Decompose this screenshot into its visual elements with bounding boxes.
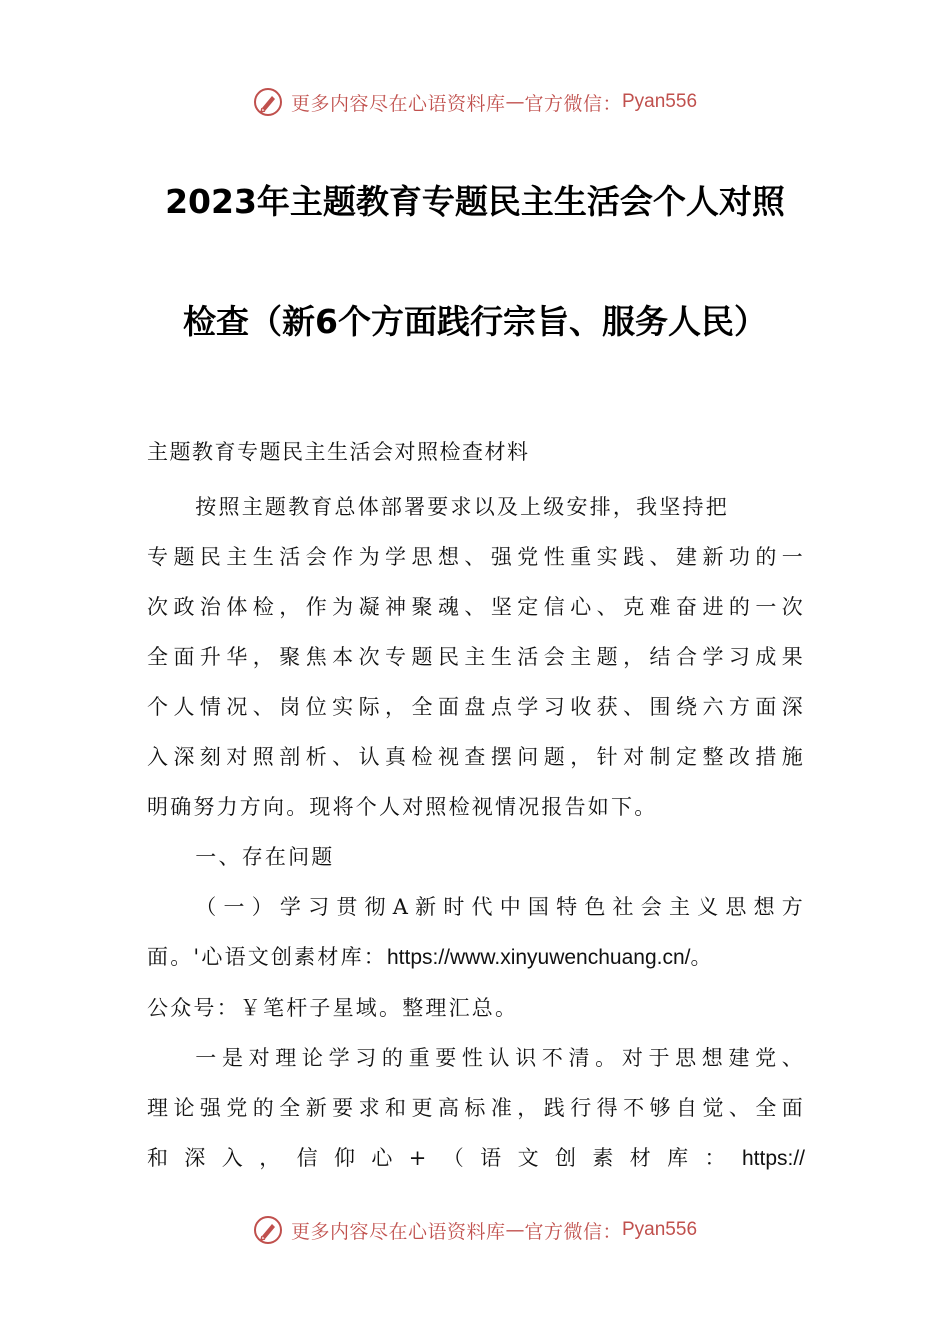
banner-separator: — xyxy=(505,1219,525,1241)
subsection-heading-1: （一）学习贯彻A新时代中国特色社会主义思想方 xyxy=(195,895,805,919)
source-note-line xyxy=(147,932,805,983)
paragraph-line: 明确努力方向。现将个人对照检视情况报告如下。 xyxy=(147,795,658,819)
paragraph-line: 个人情况、岗位实际，全面盘点学习收获、围绕六方面深 xyxy=(147,695,805,719)
source-url-link[interactable]: https://www.xinyuwenchuang.cn/ xyxy=(386,946,691,969)
paragraph-line: 专题民主生活会作为学思想、强党性重实践、建新功的一 xyxy=(147,545,805,569)
pen-logo-icon xyxy=(253,1215,283,1245)
document-subtitle: 主题教育专题民主生活会对照检查材料 xyxy=(147,440,530,464)
section-heading-problems: 一、存在问题 xyxy=(195,845,335,869)
paragraph-line: 次政治体检，作为凝神聚魂、坚定信心、克难奋进的一次 xyxy=(147,595,805,619)
public-account-line: 公众号：￥笔杆子星域。整理汇总。 xyxy=(147,996,519,1020)
paragraph-line-with-url xyxy=(147,1133,805,1184)
document-title-line2: 检查（新6个方面践行宗旨、服务人民） xyxy=(183,302,767,341)
banner-text: 更多内容尽在心语资料库 xyxy=(290,92,506,115)
paragraph-line: 全面升华，聚焦本次专题民主生活会主题，结合学习成果 xyxy=(147,645,805,669)
banner-wechat-label: 官方微信： xyxy=(524,92,622,115)
banner-wechat-id: Pyan556 xyxy=(622,1219,698,1240)
header-watermark-banner xyxy=(0,80,950,124)
paragraph-line: 一是对理论学习的重要性认识不清。对于思想建党、 xyxy=(195,1046,805,1070)
truncated-url-link[interactable]: https:// xyxy=(741,1147,805,1170)
body-paragraph-1 xyxy=(147,482,805,1184)
paragraph-line: 理论强党的全新要求和更高标准，践行得不够自觉、全面 xyxy=(147,1096,805,1120)
banner-separator: — xyxy=(505,91,525,113)
pen-logo-icon xyxy=(253,87,283,117)
paragraph-line-prefix: 和深入，信仰心+（语文创素材库： xyxy=(147,1146,742,1170)
paragraph-line: 按照主题教育总体部署要求以及上级安排，我坚持把 xyxy=(195,495,729,519)
source-note-suffix: 。 xyxy=(690,945,714,969)
footer-watermark-banner xyxy=(0,1208,950,1252)
banner-text: 更多内容尽在心语资料库 xyxy=(290,1220,506,1243)
document-title-line1: 2023年主题教育专题民主生活会个人对照 xyxy=(165,182,785,221)
paragraph-line: 入深刻对照剖析、认真检视查摆问题，针对制定整改措施 xyxy=(147,745,805,769)
source-note-prefix: 面。'心语文创素材库： xyxy=(147,945,387,969)
banner-wechat-label: 官方微信： xyxy=(524,1220,622,1243)
banner-wechat-id: Pyan556 xyxy=(622,91,698,112)
